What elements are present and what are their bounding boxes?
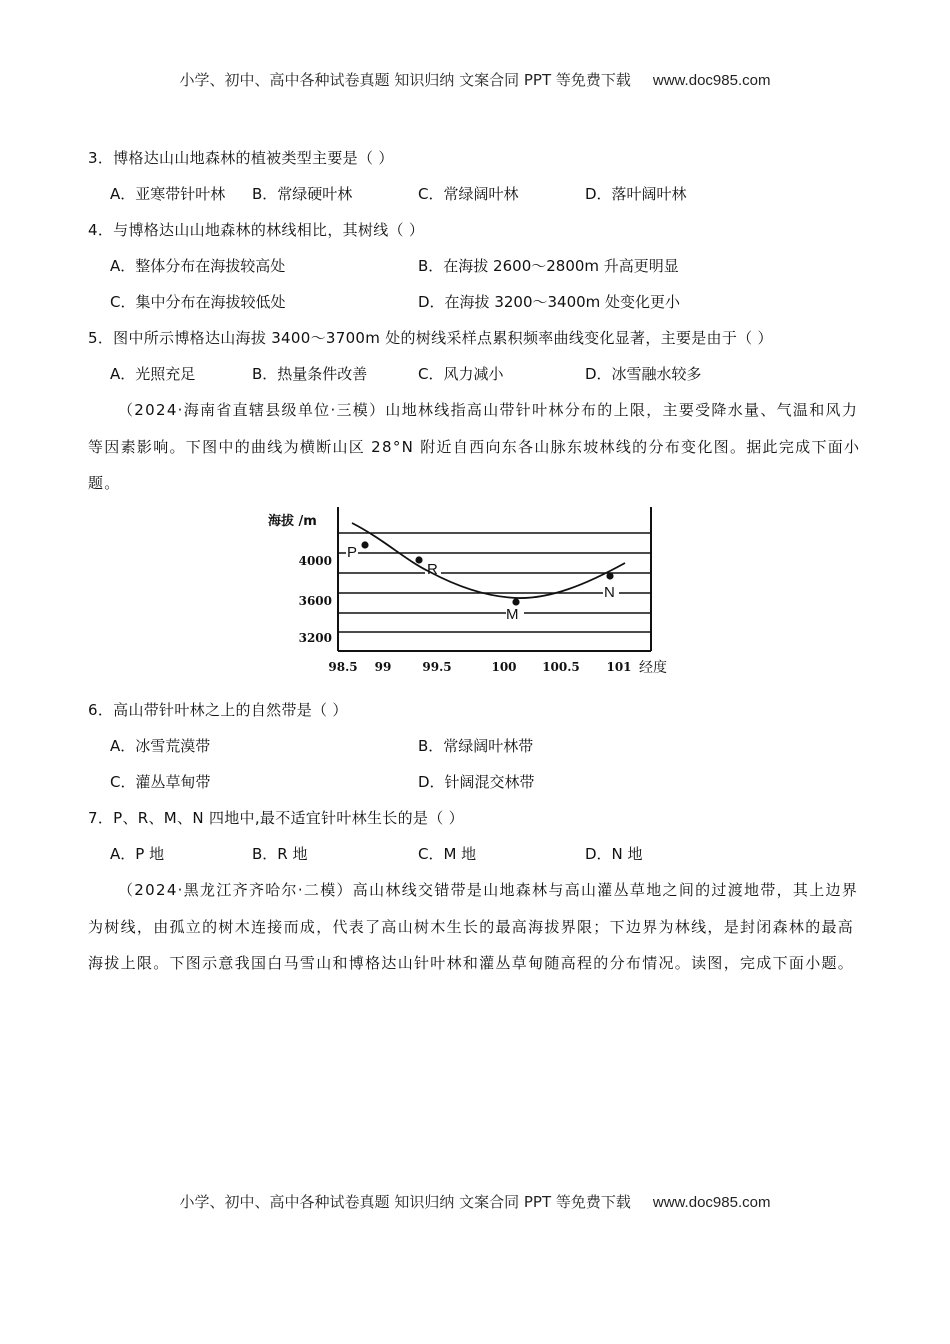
chart-svg: [255, 500, 685, 680]
q5-option-d[interactable]: D．冰雪融水较多: [585, 365, 702, 383]
q3-option-b[interactable]: B．常绿硬叶林: [252, 185, 353, 203]
point-m: [512, 598, 519, 605]
question-4-stem: 4．与博格达山山地森林的林线相比，其树线（ ）: [88, 221, 425, 239]
passage-hainan: （2024·海南省直辖县级单位·三模）山地林线指高山带针叶林分布的上限，主要受降水量、气温和风力等因素影响。下图中的曲线为横断山区 28°N 附近自西向东各山脉东坡林线的分布变化图。据此完成下面小题。: [88, 401, 861, 492]
x-tick-99: 99: [374, 660, 392, 674]
q3-option-a[interactable]: A．亚寒带针叶林: [110, 185, 226, 203]
q6-option-c[interactable]: C．灌丛草甸带: [110, 773, 211, 791]
label-m: M: [506, 606, 519, 623]
x-tick-100-5: 100.5: [542, 660, 580, 674]
passage-heilongjiang: （2024·黑龙江齐齐哈尔·二模）高山林线交错带是山地森林与高山灌丛草地之间的过渡地带，其上边界为树线，由孤立的树木连接而成，代表了高山树木生长的最高海拔界限；下边界为林线，是封闭森林的最高海拔上限。下图示意我国白马雪山和博格达山针叶林和灌丛草甸随高程的分布情况。读图，完成下面小题。: [88, 881, 859, 972]
q5-option-a[interactable]: A．光照充足: [110, 365, 196, 383]
grid-lines: [338, 533, 651, 632]
question-3-stem: 3．博格达山山地森林的植被类型主要是（ ）: [88, 149, 394, 167]
q5-option-b[interactable]: B．热量条件改善: [252, 365, 368, 383]
q7-option-d[interactable]: D．N 地: [585, 845, 643, 863]
q6-option-d[interactable]: D．针阔混交林带: [418, 773, 535, 791]
question-7-stem: 7．P、R、M、N 四地中,最不适宜针叶林生长的是（ ）: [88, 809, 464, 827]
point-r: [415, 556, 422, 563]
question-6-stem: 6．高山带针叶林之上的自然带是（ ）: [88, 701, 348, 719]
y-tick-4000: 4000: [298, 554, 332, 568]
x-tick-101: 101: [606, 660, 632, 674]
q7-option-a[interactable]: A．P 地: [110, 845, 165, 863]
q5-option-c[interactable]: C．风力减小: [418, 365, 504, 383]
question-5-stem: 5．图中所示博格达山海拔 3400～3700m 处的树线采样点累积频率曲线变化显著，主要是由于（ ）: [88, 329, 773, 347]
x-tick-98-5: 98.5: [328, 660, 358, 674]
y-axis-title: 海拔 /m: [268, 514, 317, 529]
q4-option-b[interactable]: B．在海拔 2600～2800m 升高更明显: [418, 257, 679, 275]
q3-option-c[interactable]: C．常绿阔叶林: [418, 185, 519, 203]
label-n: N: [604, 584, 615, 601]
point-n: [606, 572, 613, 579]
x-axis-title: 经度: [639, 660, 667, 676]
page-footer: [0, 1191, 950, 1212]
x-tick-100: 100: [491, 660, 517, 674]
x-tick-99-5: 99.5: [422, 660, 452, 674]
label-p: P: [347, 544, 358, 561]
treeline-curve: [352, 523, 625, 598]
y-tick-3200: 3200: [298, 631, 332, 645]
q6-option-a[interactable]: A．冰雪荒漠带: [110, 737, 211, 755]
label-r: R: [427, 561, 438, 578]
header-site-link[interactable]: www.doc985.com: [652, 72, 771, 89]
q4-option-d[interactable]: D．在海拔 3200～3400m 处变化更小: [418, 293, 681, 311]
q6-option-b[interactable]: B．常绿阔叶林带: [418, 737, 534, 755]
y-tick-3600: 3600: [298, 594, 332, 608]
treeline-longitude-chart: [255, 500, 685, 680]
q4-option-a[interactable]: A．整体分布在海拔较高处: [110, 257, 286, 275]
q3-option-d[interactable]: D．落叶阔叶林: [585, 185, 687, 203]
footer-site-link[interactable]: www.doc985.com: [652, 1194, 771, 1211]
q4-option-c[interactable]: C．集中分布在海拔较低处: [110, 293, 286, 311]
page-header: [0, 69, 950, 90]
q7-option-b[interactable]: B．R 地: [252, 845, 308, 863]
footer-text: 小学、初中、高中各种试卷真题 知识归纳 文案合同 PPT 等免费下载: [179, 1193, 631, 1211]
point-p: [361, 541, 368, 548]
q7-option-c[interactable]: C．M 地: [418, 845, 477, 863]
header-text: 小学、初中、高中各种试卷真题 知识归纳 文案合同 PPT 等免费下载: [179, 71, 631, 89]
